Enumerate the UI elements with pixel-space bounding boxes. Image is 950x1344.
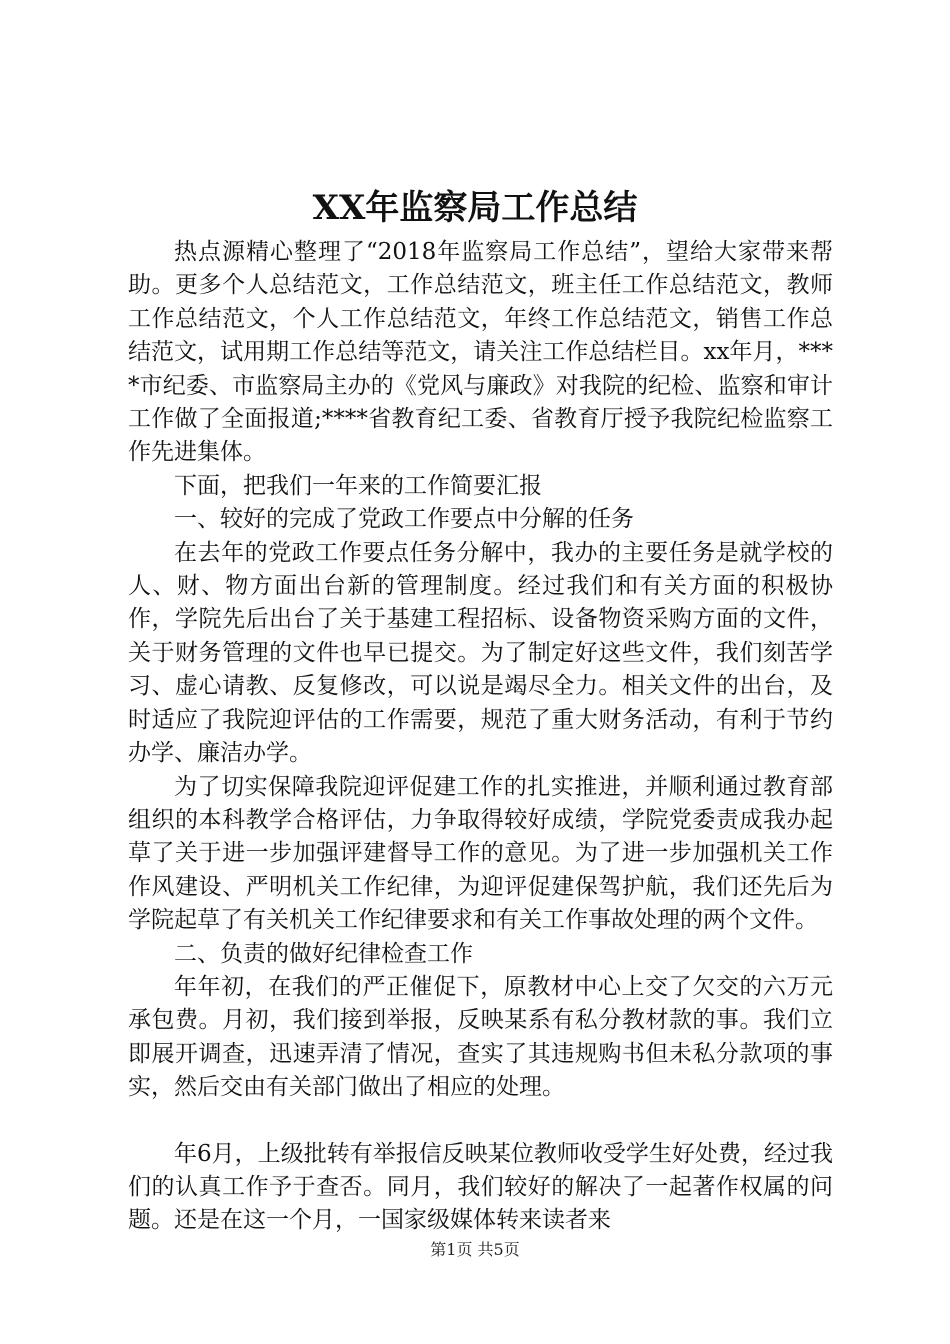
paragraph-section-2a: 年年初，在我们的严正催促下，原教材中心上交了欠交的六万元承包费。月初，我们接到举报，反映某系有私分教材款的事。我们立即展开调查，迅速弄清了情况，查实了其违规购书但未私分款项的事实，然后交由有关部门做出了相应的处理。 — [128, 973, 833, 1101]
document-body — [128, 236, 833, 1238]
paragraph-intro: 热点源精心整理了“2018年监察局工作总结”，望给大家带来帮助。更多个人总结范文，工作总结范文，班主任工作总结范文，教师工作总结范文，个人工作总结范文，年终工作总结范文，销售工作总结范文，试用期工作总结等范文，请关注工作总结栏目。xx年月，****市纪委、市监察局主办的《党风与廉政》对我院的纪检、监察和审计工作做了全面报道;****省教育纪工委、省教育厅授予我院纪检监察工作先进集体。 — [128, 239, 833, 466]
paragraph-section-1b: 为了切实保障我院迎评促建工作的扎实推进，并顺利通过教育部组织的本科教学合格评估，力争取得较好成绩，学院党委责成我办起草了关于进一步加强评建督导工作的意见。为了进一步加强机关工作作风建设、严明机关工作纪律，为迎评促建保驾护航，我们还先后为学院起草了有关机关工作纪律要求和有关工作事故处理的两个文件。 — [128, 773, 833, 934]
document-title: XX年监察局工作总结 — [312, 188, 638, 228]
paragraph-section-1a: 在去年的党政工作要点任务分解中，我办的主要任务是就学校的人、财、物方面出台新的管理制度。经过我们和有关方面的积极协作，学院先后出台了关于基建工程招标、设备物资采购方面的文件，关于财务管理的文件也早已提交。为了制定好这些文件，我们刻苦学习、虚心请教、反复修改，可以说是竭尽全力。相关文件的出台，及时适应了我院迎评估的工作需要，规范了重大财务活动，有利于节约办学、廉洁办学。 — [128, 539, 833, 767]
page-number-footer: 第1页 共5页 — [430, 1240, 520, 1259]
paragraph-summary-lead: 下面，把我们一年来的工作简要汇报 — [174, 472, 542, 499]
paragraph-section-2b: 年6月，上级批转有举报信反映某位教师收受学生好处费，经过我们的认真工作予于查否。同月，我们较好的解决了一起著作权属的问题。还是在这一个月，一国家级媒体转来读者来 — [128, 1140, 833, 1234]
section-heading-1: 一、较好的完成了党政工作要点中分解的任务 — [174, 506, 634, 533]
section-heading-2: 二、负责的做好纪律检查工作 — [174, 940, 473, 967]
